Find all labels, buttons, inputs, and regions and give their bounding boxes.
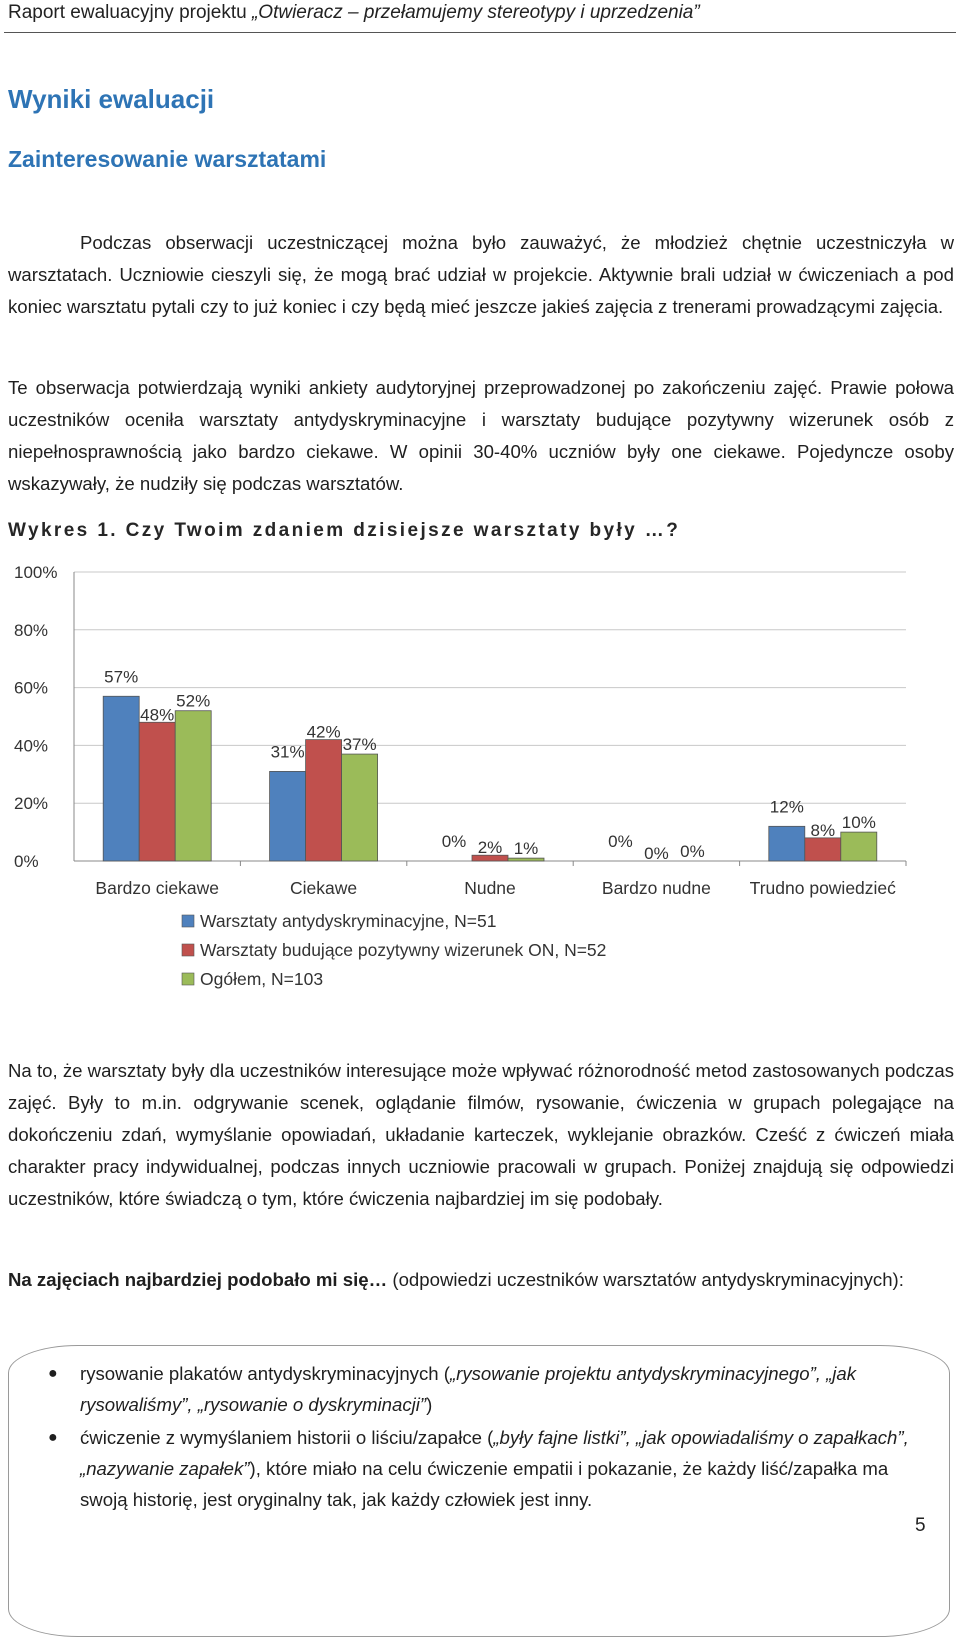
running-header-prefix: Raport ewaluacyjny projektu — [8, 2, 252, 23]
section-heading: Wyniki ewaluacji — [8, 84, 215, 114]
bar — [306, 740, 342, 861]
bar — [270, 771, 306, 861]
y-tick-label: 100% — [14, 563, 58, 582]
x-tick-label: Ciekawe — [290, 878, 358, 898]
legend-label: Warsztaty budujące pozytywny wizerunek ON, N=52 — [200, 940, 607, 960]
bar — [103, 696, 139, 861]
data-label: 8% — [810, 820, 836, 840]
list-item-tail: ) — [426, 1394, 433, 1415]
y-tick-label: 60% — [14, 678, 49, 698]
y-tick-label: 40% — [14, 736, 49, 756]
data-label: 57% — [104, 667, 139, 687]
question-prompt: Na zajęciach najbardziej podobało mi się… — [8, 1269, 388, 1290]
data-label: 31% — [270, 742, 305, 762]
bar-chart — [0, 555, 960, 1005]
data-label: 10% — [841, 813, 876, 833]
legend-label: Warsztaty antydyskryminacyjne, N=51 — [200, 911, 497, 931]
list-item — [30, 1422, 910, 1515]
bar — [508, 858, 544, 861]
list-item-tail: ), które miało na celu ćwiczenie empatii i pokazanie, że każdy liść/zapałka ma swoją historię, jest oryginalny tak, jak każdy człowiek jest inny. — [80, 1458, 889, 1510]
bar — [175, 711, 211, 861]
list-item-quote: „rysowanie projektu antydyskryminacyjnego”, „jak rysowaliśmy”, „rysowanie o dyskryminacji” — [80, 1363, 857, 1415]
y-tick-label: 20% — [14, 794, 49, 814]
paragraph-survey-results: Te obserwacja potwierdzają wyniki ankiety audytoryjnej przeprowadzonej po zakończeniu zajęć. Prawie połowa uczestników oceniła warsztaty antydyskryminacyjne i warsztaty budujące pozytywny wizerunek osób z niepełnosprawnością jako bardzo ciekawe. W opinii 30-40% uczniów były one ciekawe. Pojedyncze osoby wskazywały, że nudziły się podczas warsztatów. — [8, 377, 954, 494]
bar — [841, 832, 877, 861]
legend-swatch — [182, 973, 194, 985]
bar — [342, 754, 378, 861]
list-item-text: rysowanie plakatów antydyskryminacyjnych ( — [80, 1363, 450, 1384]
data-label: 0% — [680, 842, 705, 861]
bullet-icon: ● — [48, 1365, 58, 1382]
chart-y-tick-labels — [14, 563, 57, 871]
x-tick-label: Nudne — [464, 878, 516, 898]
running-header-project-title: „Otwieracz – przełamujemy stereotypy i uprzedzenia” — [251, 2, 700, 23]
data-label: 42% — [306, 722, 341, 742]
bar — [805, 838, 841, 861]
x-tick-label: Trudno powiedzieć — [749, 878, 896, 898]
question-context: (odpowiedzi uczestników warsztatów antydyskryminacyjnych): — [387, 1269, 904, 1290]
bullet-icon: ● — [48, 1429, 58, 1446]
list-item-quote: „były fajne listki”, „jak opowiadaliśmy o zapałkach”, „nazywanie zapałek” — [80, 1427, 909, 1479]
legend-swatch — [182, 944, 194, 956]
header-divider — [4, 32, 956, 33]
page-number: 5 — [915, 1515, 926, 1536]
bar — [139, 722, 175, 861]
y-tick-label: 0% — [14, 852, 39, 871]
x-tick-label: Bardzo nudne — [601, 878, 711, 898]
data-label: 48% — [140, 705, 175, 725]
legend-swatch — [182, 915, 194, 927]
chart-data-labels — [104, 667, 876, 863]
list-item-text: ćwiczenie z wymyślaniem historii o liściu/zapałce ( — [80, 1427, 494, 1448]
data-label: 0% — [644, 844, 669, 863]
data-label: 52% — [176, 691, 211, 711]
quotes-list — [30, 1358, 910, 1517]
subsection-heading: Zainteresowanie warsztatami — [8, 146, 327, 172]
chart-x-tick-labels — [95, 878, 896, 898]
chart-legend — [182, 911, 606, 989]
paragraph-question — [8, 1264, 954, 1296]
chart-title: Wykres 1. Czy Twoim zdaniem dzisiejsze warsztaty były …? — [8, 520, 681, 541]
data-label: 0% — [441, 832, 467, 851]
data-label: 0% — [608, 832, 633, 851]
running-header — [8, 2, 700, 24]
data-label: 1% — [513, 839, 539, 859]
list-item — [30, 1358, 910, 1420]
chart-bars — [103, 696, 877, 861]
legend-label: Ogółem, N=103 — [200, 969, 324, 989]
data-label: 2% — [477, 838, 503, 858]
data-label: 12% — [769, 797, 804, 817]
x-tick-label: Bardzo ciekawe — [95, 878, 219, 898]
data-label: 37% — [342, 735, 377, 755]
bar — [769, 826, 805, 861]
paragraph-observation: Podczas obserwacji uczestniczącej można było zauważyć, że młodzież chętnie uczestniczyła w warsztatach. Uczniowie cieszyli się, że mogą brać udział w projekcie. Aktywnie brali udział w ćwiczeniach a pod koniec warsztatu pytali czy to już koniec i czy będą mieć jeszcze jakieś zajęcia z trenerami prowadzącymi zajęcia. — [8, 232, 954, 317]
paragraph-methods: Na to, że warsztaty były dla uczestników interesujące może wpływać różnorodność metod zastosowanych podczas zajęć. Były to m.in. odgrywanie scenek, oglądanie filmów, rysowanie, ćwiczenia w grupach polegające na dokończeniu zdań, wymyślanie opowiadań, układanie karteczek, wyklejanie obrazków. Cześć z ćwiczeń miała charakter pracy indywidualnej, podczas innych uczniowie pracowali w grupach. Poniżej znajdują się odpowiedzi uczestników, które świadczą o tym, które ćwiczenia najbardziej im się podobały. — [8, 1060, 954, 1209]
y-tick-label: 80% — [14, 620, 49, 640]
